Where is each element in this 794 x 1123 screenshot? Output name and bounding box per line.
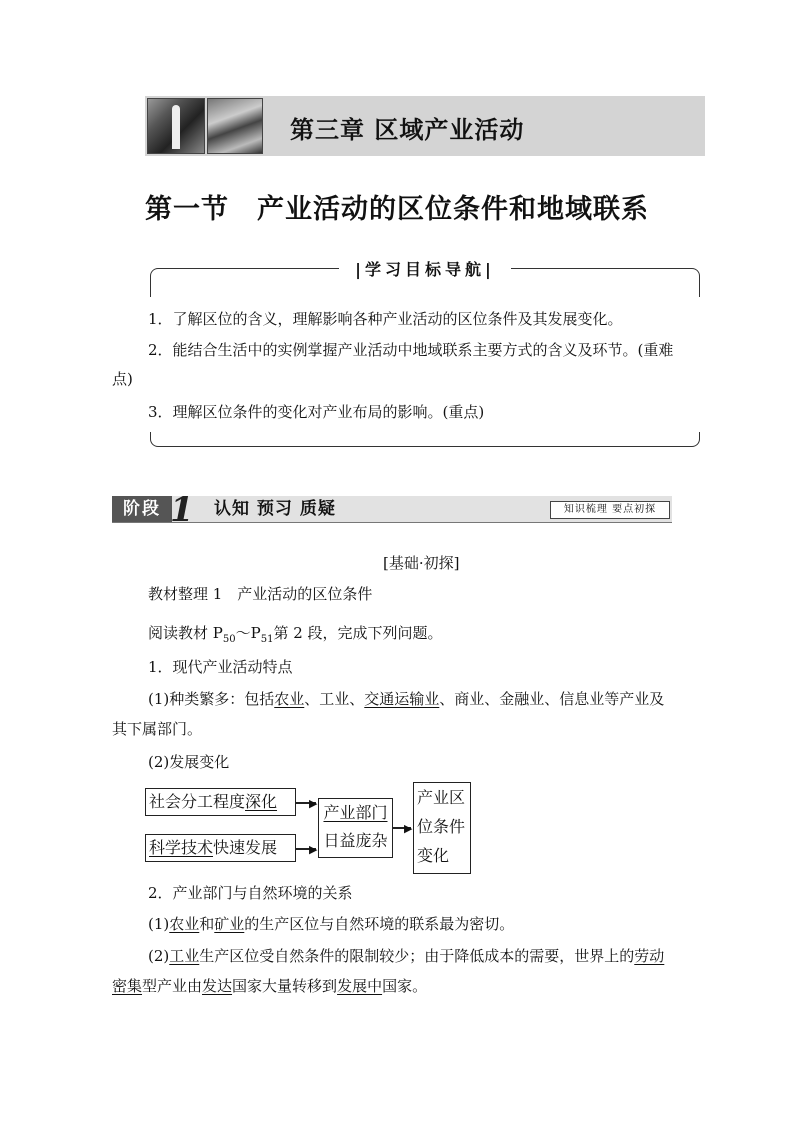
sub-heading: [基础·初探] (383, 554, 460, 572)
rocket-photo (147, 98, 205, 154)
diagram-box-technology: 科学技术快速发展 (145, 834, 296, 862)
stage-number: 1 (170, 490, 194, 530)
diagram-box-division: 社会分工程度深化 (145, 788, 296, 816)
goal-item-2-line2: 点) (112, 370, 133, 388)
material-heading: 教材整理 1 产业活动的区位条件 (148, 585, 373, 603)
goals-heading: |学习目标导航| (339, 257, 511, 283)
stage-title: 认知 预习 质疑 (214, 499, 336, 519)
para-4-line1: (2)工业生产区位受自然条件的限制较少；由于降低成本的需要，世界上的劳动 (148, 947, 665, 965)
diagram-box-change: 产业区 位条件 变化 (413, 782, 471, 874)
chapter-banner (145, 96, 705, 156)
para-1-line2: 其下属部门。 (112, 720, 203, 738)
goal-item-1: 1．了解区位的含义，理解影响各种产业活动的区位条件及其发展变化。 (148, 310, 623, 328)
heading-2: 2．产业部门与自然环境的关系 (148, 884, 353, 902)
diagram-box-industry: 产业部门 日益庞杂 (318, 798, 393, 858)
goal-item-3: 3．理解区位条件的变化对产业布局的影响。(重点) (148, 403, 485, 421)
arrow-right-icon: ▶ (404, 822, 413, 835)
para-2: (2)发展变化 (148, 753, 230, 771)
para-3: (1)农业和矿业的生产区位与自然环境的联系最为密切。 (148, 915, 515, 933)
para-4-line2: 密集型产业由发达国家大量转移到发展中国家。 (112, 977, 428, 995)
heading-1: 1．现代产业活动特点 (148, 658, 293, 676)
para-1-line1: (1)种类繁多：包括农业、工业、交通运输业、商业、金融业、信息业等产业及 (148, 690, 665, 708)
landscape-photo (207, 98, 263, 154)
goal-item-2-line1: 2．能结合生活中的实例掌握产业活动中地域联系主要方式的含义及环节。(重难 (148, 341, 674, 359)
stage-label: 阶段 (112, 496, 172, 522)
chapter-title: 第三章 区域产业活动 (290, 115, 525, 144)
section-title: 第一节 产业活动的区位条件和地域联系 (145, 194, 649, 225)
arrow-right-icon: ▶ (309, 797, 318, 810)
arrow-right-icon: ▶ (309, 843, 318, 856)
goals-box-bottom (150, 432, 700, 447)
rocket-icon (172, 105, 180, 149)
stage-tag: 知识梳理 要点初探 (550, 501, 670, 519)
stage-bar (112, 490, 672, 530)
goals-heading-text: 学习目标导航 (364, 260, 485, 279)
instruction: 阅读教材 $P_{50}\sim P_{51}$第 2 段，完成下列问题。 (148, 624, 443, 645)
